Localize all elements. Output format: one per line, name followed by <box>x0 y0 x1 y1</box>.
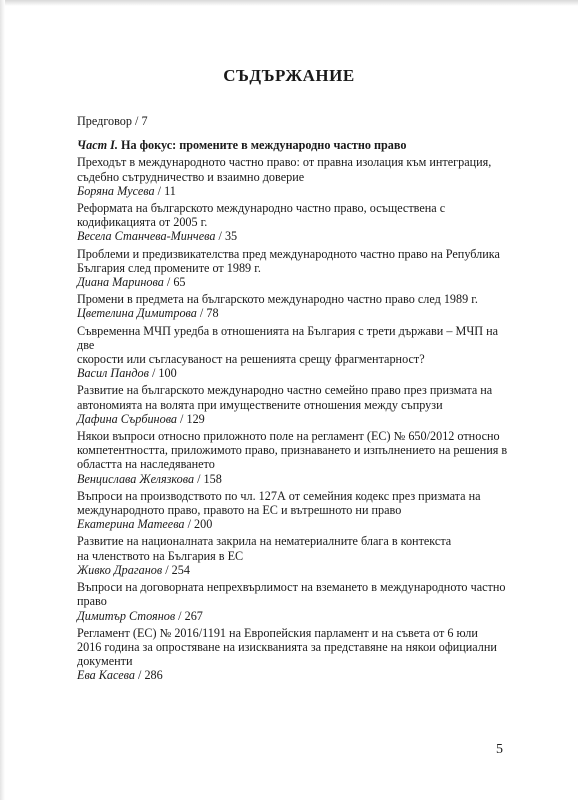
scan-shadow-top <box>0 0 578 6</box>
entry-page: 254 <box>171 562 190 577</box>
toc-entry <box>77 155 517 198</box>
entry-title-line: Преходът в международното частно право: от правна изолация към интеграция, <box>77 155 492 170</box>
entry-author-line: Весела Станчева-Минчева / 35 <box>77 229 238 244</box>
entry-author-line: Дафина Сърбинова / 129 <box>77 411 205 426</box>
entry-page: 267 <box>184 608 203 623</box>
entry-page: 200 <box>194 517 213 532</box>
entry-title-line: 2016 година за опростяване на изискванията за представяне на някои официални <box>77 639 497 654</box>
entry-title-line: Регламент (ЕС) № 2016/1191 на Европейския парламент и на съвета от 6 юли <box>77 625 478 640</box>
entry-page: 78 <box>206 306 219 321</box>
toc-entry <box>77 324 517 381</box>
entry-author: Диана Маринова <box>77 275 164 290</box>
entry-title-line: кодификацията от 2005 г. <box>77 215 208 230</box>
entry-author: Ева Касева <box>77 668 135 683</box>
toc-entry <box>77 626 517 683</box>
entry-page: 65 <box>173 275 186 290</box>
entry-title-line: Промени в предмета на българското международно частно право след 1989 г. <box>77 292 478 307</box>
entry-title-line: Развитие на българското международно частно семейно право през призмата на <box>77 383 493 398</box>
entry-author-line: Венцислава Желязкова / 158 <box>77 471 222 486</box>
entry-page: 100 <box>158 366 177 381</box>
toc-entry <box>77 201 517 244</box>
table-of-contents <box>77 114 517 683</box>
entry-page: 11 <box>164 183 176 198</box>
toc-entry <box>77 534 517 577</box>
scan-shadow-left <box>0 0 5 800</box>
part-label: Част I. <box>77 138 118 153</box>
entry-author-line: Боряна Мусева / 11 <box>77 183 176 198</box>
entry-title-line: Въпроси на договорната непрехвърлимост на вземането в международното частно <box>77 580 506 595</box>
entry-author: Цветелина Димитрова <box>77 306 197 321</box>
entry-title-line: съдебно сътрудничество и взаимно доверие <box>77 169 305 184</box>
entry-author: Живко Драганов <box>77 562 163 577</box>
page-number: 5 <box>496 742 503 757</box>
toc-entries <box>77 155 517 682</box>
entry-page: 35 <box>224 229 238 244</box>
entry-title-line: областта на наследяването <box>77 457 215 472</box>
entry-author: Дафина Сърбинова <box>77 411 177 426</box>
entry-author: Димитър Стоянов <box>77 608 176 623</box>
entry-title-line: скорости или съгласуваност на решенията срещу фрагментарност? <box>77 352 425 367</box>
entry-title-line: право <box>77 594 107 609</box>
entry-author: Боряна Мусева <box>77 183 155 198</box>
entry-title-line: Въпроси на производството по чл. 127А от семейния кодекс през призмата на <box>77 488 481 503</box>
toc-entry <box>77 429 517 486</box>
entry-author: Васил Пандов <box>77 366 149 381</box>
entry-page: 129 <box>186 411 205 426</box>
entry-author: Венцислава Желязкова <box>77 471 195 486</box>
entry-title-line: Реформата на българското международно частно право, осъществена с <box>77 201 446 216</box>
entry-title-line: документи <box>77 654 133 669</box>
toc-entry <box>77 292 517 320</box>
entry-author-line: Живко Драганов / 254 <box>77 562 190 577</box>
toc-entry <box>77 383 517 426</box>
entry-author-line: Цветелина Димитрова / 78 <box>77 306 219 321</box>
toc-entry <box>77 489 517 532</box>
entry-author-line: Ева Касева / 286 <box>77 668 163 683</box>
entry-title-line: Развитие на националната закрила на нематериалните блага в контекста <box>77 534 452 549</box>
entry-title-line: България след промените от 1989 г. <box>77 260 261 275</box>
entry-title-line: компетентността, приложимото право, признаването и изпълнението на решения в <box>77 443 508 458</box>
entry-author-line: Диана Маринова / 65 <box>77 275 186 290</box>
entry-title-line: автономията на волята при имуществените отношения между съпрузи <box>77 397 443 412</box>
entry-page: 286 <box>144 668 163 683</box>
entry-author-line: Екатерина Матеева / 200 <box>77 517 213 532</box>
part-heading <box>77 138 517 152</box>
preface-entry: Предговор / 7 <box>77 114 148 128</box>
page-title: СЪДЪРЖАНИЕ <box>223 66 355 85</box>
entry-author-line: Васил Пандов / 100 <box>77 366 177 381</box>
entry-title-line: международното право, правото на ЕС и вътрешното ни право <box>77 503 402 518</box>
entry-title-line: Проблеми и предизвикателства пред международното частно право на Република <box>77 246 500 261</box>
entry-author: Екатерина Матеева <box>77 517 185 532</box>
entry-page: 158 <box>203 471 222 486</box>
part-title: На фокус: промените в международно частно право <box>120 138 407 153</box>
entry-author: Весела Станчева-Минчева <box>77 229 216 244</box>
toc-entry <box>77 247 517 290</box>
entry-title-line: Някои въпроси относно приложното поле на регламент (ЕС) № 650/2012 относно <box>77 429 500 444</box>
entry-title-line: на членството на България в ЕС <box>77 548 244 563</box>
entry-title-line: Съвременна МЧП уредба в отношенията на България с трети държави – МЧП на две <box>77 323 499 352</box>
entry-author-line: Димитър Стоянов / 267 <box>77 608 203 623</box>
toc-entry <box>77 580 517 623</box>
